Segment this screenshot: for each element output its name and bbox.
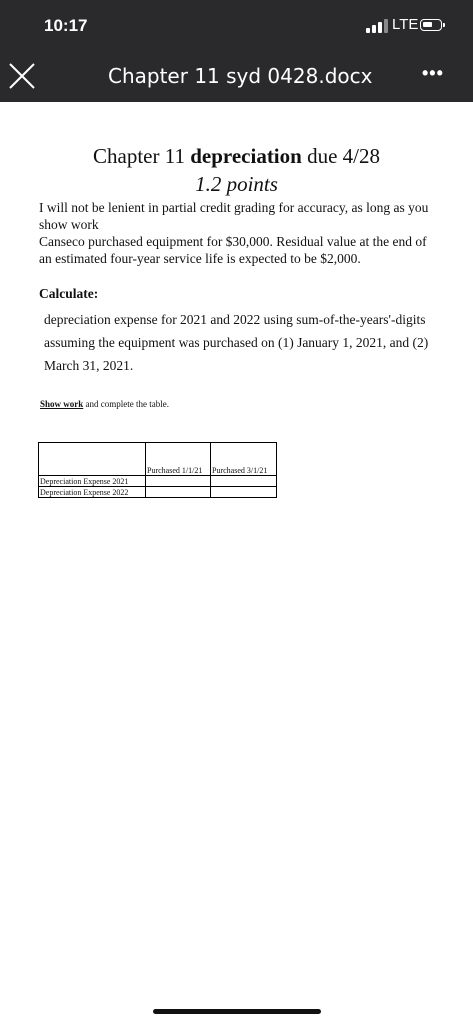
network-type: LTE (392, 16, 419, 33)
document-subheading: 1.2 points (195, 172, 278, 196)
close-icon[interactable] (6, 60, 38, 92)
calculate-label: Calculate: (39, 286, 99, 301)
status-bar (0, 0, 473, 50)
heading-bold: depreciation (190, 144, 302, 168)
app-header (0, 0, 473, 102)
table-row (39, 476, 277, 487)
instructions-paragraph: I will not be lenient in partial credit grading for accuracy, as long as you show work (39, 200, 429, 232)
document-page (0, 102, 473, 1024)
table-cell[interactable] (146, 487, 211, 498)
battery-tip (443, 23, 445, 27)
task-paragraph: depreciation expense for 2021 and 2022 using sum-of-the-years'-digits assuming the equipment was purchased on (1) January 1, 2021, and (2) March 31, 2021. (44, 312, 429, 373)
document-title: Chapter 11 syd 0428.docx (108, 64, 373, 88)
home-indicator[interactable] (153, 1009, 321, 1014)
heading-part-2: due 4/28 (301, 144, 380, 168)
table-header-cell: Purchased 1/1/21 (146, 443, 211, 476)
show-work-rest: and complete the table. (83, 399, 169, 409)
problem-paragraph: Canseco purchased equipment for $30,000. Residual value at the end of an estimated four-year service life is expected to be $2,000. (39, 234, 427, 266)
signal-icon (366, 19, 388, 33)
show-work-note (40, 399, 169, 409)
heading-part-1: Chapter 11 (93, 144, 191, 168)
status-time: 10:17 (44, 16, 88, 35)
table-cell[interactable] (146, 476, 211, 487)
more-options-icon[interactable]: ••• (422, 63, 444, 83)
table-row (39, 487, 277, 498)
show-work-bold: Show work (40, 399, 84, 409)
table-header-row (39, 443, 277, 476)
table-header-cell (39, 443, 146, 476)
table-cell[interactable] (211, 487, 277, 498)
table-row-label: Depreciation Expense 2021 (39, 476, 146, 487)
depreciation-table (38, 442, 277, 498)
table-cell[interactable] (211, 476, 277, 487)
table-header-cell: Purchased 3/1/21 (211, 443, 277, 476)
table-row-label: Depreciation Expense 2022 (39, 487, 146, 498)
navigation-bar (0, 52, 473, 98)
battery-icon (420, 19, 442, 31)
document-heading (0, 144, 473, 169)
